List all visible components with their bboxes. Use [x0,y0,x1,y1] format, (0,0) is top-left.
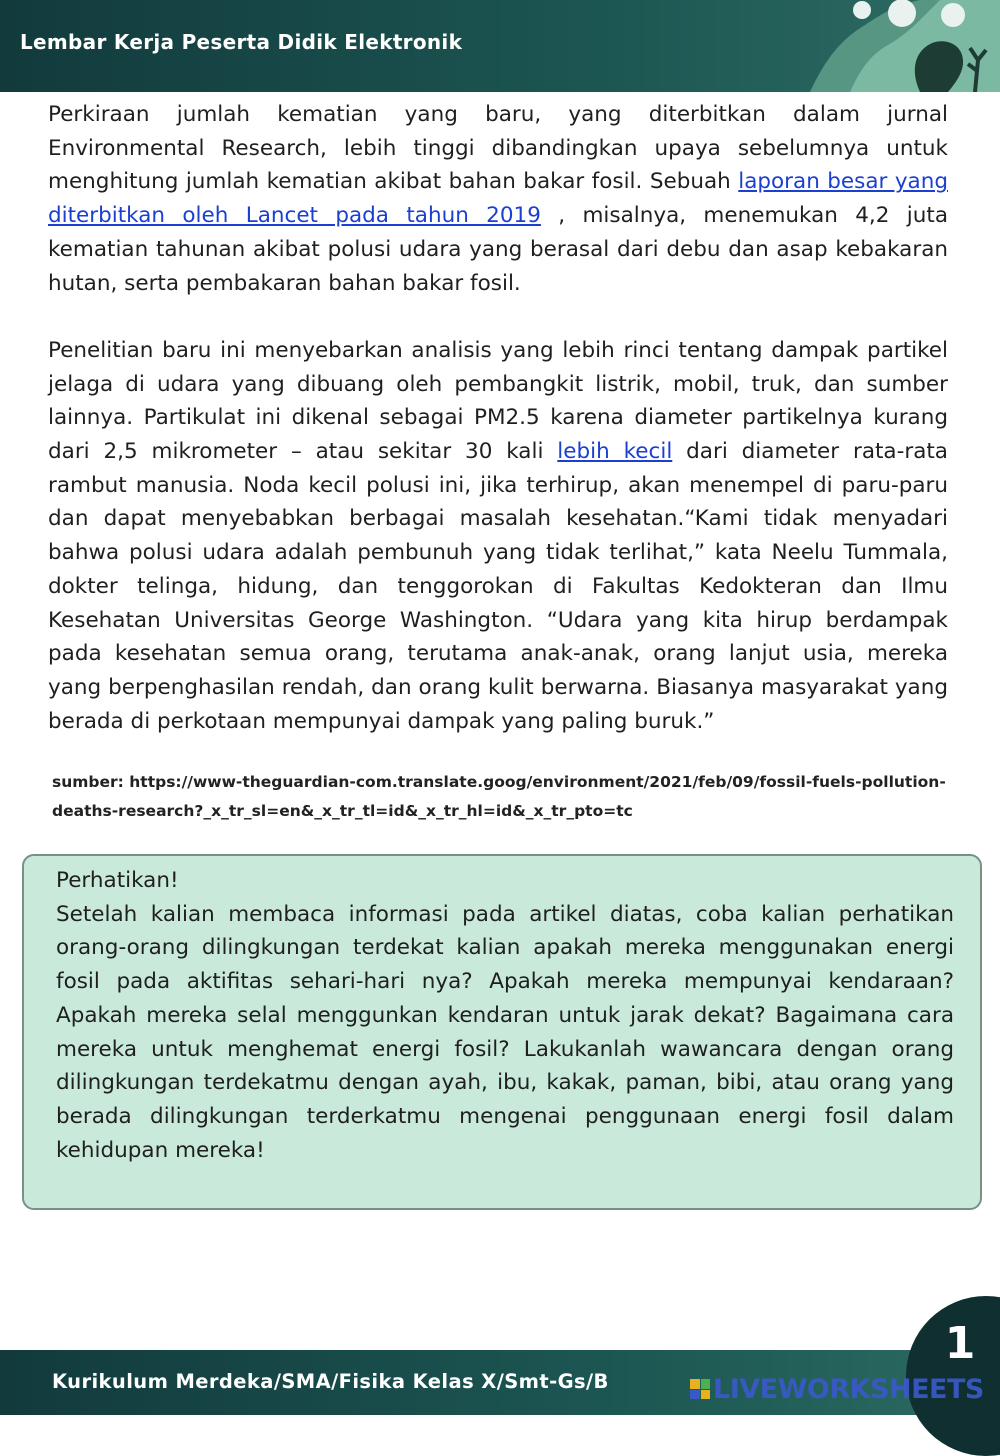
page-number: 1 [944,1318,976,1369]
article-paragraph-2 [48,334,948,738]
liveworksheets-logo-icon [690,1379,710,1399]
task-content [56,864,954,1167]
paragraph-1-text-start: Perkiraan jumlah kematian yang baru, yang diterbitkan dalam jurnal Environmental Research, lebih tinggi dibandingkan upaya sebelumnya untuk menghitung jumlah kematian akibat bahan bakar fosil. Sebuah [48,102,948,195]
task-heading: Perhatikan! [56,868,179,893]
footer-text: Kurikulum Merdeka/SMA/Fisika Kelas X/Smt-Gs/B [52,1370,609,1393]
paragraph-2-text-end: dari diameter rata-rata rambut manusia. Noda kecil polusi ini, jika terhirup, akan menempel di paru-paru dan dapat menyebabkan berbagai masalah kesehatan.“Kami tidak menyadari bahwa polusi udara adalah pembunuh yang tidak terlihat,” kata Neelu Tummala, dokter telinga, hidung, dan tenggorokan di Fakultas Kedokteran dan Ilmu Kesehatan Universitas George Washington. “Udara yang kita hirup berdampak pada kesehatan semua orang, terutama anak-anak, orang lanjut usia, mereka yang berpenghasilan rendah, dan orang kulit berwarna. Biasanya masyarakat yang berada di perkotaan mempunyai dampak yang paling buruk.” [48,439,948,734]
nature-illustration-icon [770,0,1000,92]
lebih-kecil-link[interactable]: lebih kecil [557,439,673,465]
header-title: Lembar Kerja Peserta Didik Elektronik [20,30,463,54]
lancet-report-link[interactable]: laporan besar yang diterbitkan oleh Lancet pada tahun 2019 [48,169,948,229]
article-body [48,98,948,738]
article-paragraph-1 [48,98,948,300]
page-header [0,0,1000,92]
watermark-text: LIVEWORKSHEETS [713,1373,984,1405]
paragraph-2-text-start: Penelitian baru ini menyebarkan analisis yang lebih rinci tentang dampak partikel jelaga di udara yang dibuang oleh pembangkit listrik, mobil, truk, dan sumber lainnya. Partikulat ini dikenal sebagai PM2.5 karena diameter partikelnya kurang dari 2,5 mikrometer – atau sekitar 30 kali [48,337,948,465]
liveworksheets-watermark [690,1372,984,1406]
task-body: Setelah kalian membaca informasi pada artikel diatas, coba kalian perhatikan orang-orang dilingkungan terdekat kalian apakah mereka menggunakan energi fosil pada aktifitas sehari-hari nya? Apakah mereka mempunyai kendaraan? Apakah mereka selal menggunkan kendaran untuk jarak dekat? Bagaimana cara mereka untuk menghemat energi fosil? Lakukanlah wawancara dengan orang dilingkungan terdekatmu dengan ayah, ibu, kakak, paman, bibi, atau orang yang berada dilingkungan terderkatmu mengenai penggunaan energi fosil dalam kehidupan mereka! [56,901,954,1163]
paragraph-1-text-end: , misalnya, menemukan 4,2 juta kematian tahunan akibat polusi udara yang berasal dari debu dan asap kebakaran hutan, serta pembakaran bahan bakar fosil. [48,203,948,296]
task-box [22,854,982,1210]
source-citation: sumber: https://www-theguardian-com.translate.goog/environment/2021/feb/09/fossil-fuels-pollution-deaths-research?_x_tr_sl=en&_x_tr_tl=id&_x_tr_hl=id&_x_tr_pto=tc [52,773,946,820]
